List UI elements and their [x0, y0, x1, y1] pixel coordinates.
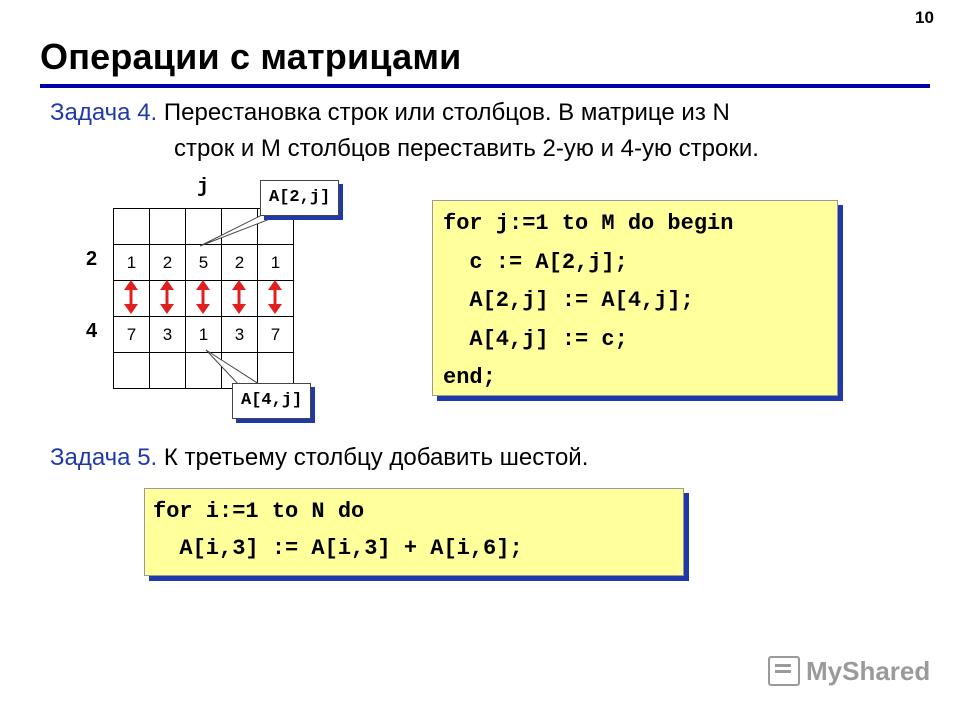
code-line: c := A[2,j];	[443, 249, 628, 275]
presentation-icon	[768, 656, 800, 686]
matrix-cell: 5	[186, 245, 222, 281]
swap-arrow-down-icon	[196, 304, 210, 314]
code-line: for i:=1 to N do	[153, 499, 365, 524]
swap-arrow-up-icon	[232, 280, 246, 290]
task4-label: Задача 4.	[50, 99, 158, 126]
swap-arrow-up-icon	[124, 280, 138, 290]
row-label-4: 4	[86, 320, 98, 342]
watermark-text: MyShared	[806, 656, 931, 686]
callout-pointer-bottom	[206, 350, 262, 386]
matrix-cell: 1	[258, 245, 294, 281]
code-line: A[i,3] := A[i,3] + A[i,6];	[153, 536, 523, 561]
code-block-swap	[432, 200, 838, 396]
column-index-label: j	[197, 176, 210, 199]
code-line: end;	[443, 365, 496, 390]
callout-row4: A[4,j]	[232, 383, 311, 419]
task5-text	[50, 440, 588, 476]
swap-arrow-up-icon	[196, 280, 210, 290]
page-number: 10	[915, 8, 934, 27]
callout-pointer-top	[200, 212, 288, 246]
swap-arrow-down-icon	[268, 304, 282, 314]
code-line: A[4,j] := c;	[443, 326, 628, 352]
matrix-cell: 2	[150, 245, 186, 281]
matrix-cell: 7	[258, 317, 294, 353]
slide-title: Операции с матрицами	[40, 36, 462, 77]
swap-arrow-down-icon	[160, 304, 174, 314]
code-line: for j:=1 to M do begin	[443, 211, 734, 236]
matrix-cell: 1	[186, 317, 222, 353]
task4-line1: Перестановка строк или столбцов. В матрице из N	[163, 99, 730, 126]
matrix-cell: 1	[114, 245, 150, 281]
matrix-cell: 3	[150, 317, 186, 353]
code-line: A[2,j] := A[4,j];	[443, 288, 694, 313]
task5-label: Задача 5.	[50, 444, 158, 471]
swap-arrow-down-icon	[124, 304, 138, 314]
swap-arrows	[124, 280, 282, 314]
matrix-cell: 7	[114, 317, 150, 353]
code-block-add-column	[144, 488, 684, 576]
matrix-cell: 2	[222, 245, 258, 281]
swap-arrow-up-icon	[160, 280, 174, 290]
swap-arrow-up-icon	[268, 280, 282, 290]
swap-arrow-down-icon	[232, 304, 246, 314]
task5-description: К третьему столбцу добавить шестой.	[163, 444, 589, 471]
callout-row2: A[2,j]	[260, 180, 339, 216]
matrix-cell: 3	[222, 317, 258, 353]
row-label-2: 2	[86, 248, 98, 270]
watermark	[768, 656, 930, 687]
task4-line2: строк и M столбцов переставить 2-ую и 4-ую строки.	[174, 135, 759, 162]
